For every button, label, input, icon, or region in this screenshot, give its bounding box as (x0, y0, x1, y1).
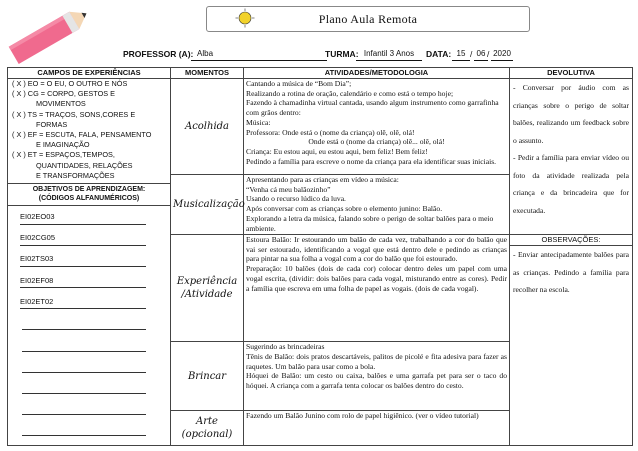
objetivo-code-field[interactable]: EI02EF08 (20, 276, 146, 289)
objetivo-code-field[interactable]: EI02TS03 (20, 254, 146, 267)
momento-brincar: Brincar (171, 342, 244, 411)
campo-line: ( X ) TS = TRAÇOS, SONS,CORES E (12, 109, 136, 119)
campo-line: ( X ) EO = O EU, O OUTRO E NÓS (12, 79, 128, 88)
data-year-field[interactable]: 2020 (491, 49, 513, 61)
col-header-devolutiva: DEVOLUTIVA (510, 68, 633, 79)
devolutiva-text-1: - Conversar por áudio com as crianças sobre o perigo de soltar balões, realizando um feedback sobre o assunto. (513, 83, 629, 145)
objetivo-blank-field[interactable] (22, 360, 146, 373)
page-title-box (206, 6, 530, 32)
devolutiva-text-2: - Pedir a família para enviar vídeo ou foto da atividade realizada pela criança e da brincadeira que for executada. (513, 153, 629, 215)
atividade-brincar: Sugerindo as brincadeiras Tênis de Balão: dois pratos descartáveis, palitos de picolé e fita adesiva para fazer as raquetes. Um balão para usar como a bola. Hóquei de Balão: um cesto ou caixa, balões e uma garrafa pet para ser o taco do hóquei. A criança com a garrafa tenta colocar os balões dentro do cesto. (244, 342, 510, 411)
data-label: DATA: (426, 49, 452, 59)
campo-line: ( X ) ET = ESPAÇOS,TEMPOS, (12, 150, 115, 160)
atividade-arte: Fazendo um Balão Junino com rolo de papel higiênico. (ver o vídeo tutorial) (244, 411, 510, 446)
observacoes-cell (510, 235, 633, 446)
header-fields: PROFESSOR (A): Alba TURMA: Infantil 3 Anos DATA: 15 / 06 / 2020 (0, 49, 638, 63)
atividade-experiencia: Estoura Balão: Ir estourando um balão de cada vez, trabalhando a cor do balão que vai ser estourado, identificando a vogal que está dentro dele e pedindo as crianças para pintar na sua folha a vogal com a cor do balão que foi estourado. Preparação: 10 balões (dois de cada cor) colocar dentro deles um papel com uma vogal escrita, (dividir: dois balões para cada vogal, misturando entre as cores). Pedir a família que escreva em uma folha de papel as vogais. (dois de cada vogal). (244, 235, 510, 342)
objetivo-code-field[interactable]: EI02EO03 (20, 212, 146, 225)
page-title: Plano Aula Remota (318, 11, 418, 26)
campo-line: ( X ) EF = ESCUTA, FALA, PENSAMENTO (12, 130, 152, 140)
momento-arte: Arte (opcional) (171, 411, 244, 446)
objetivo-blank-field[interactable] (22, 382, 146, 395)
col-header-campos: CAMPOS DE EXPERIÊNCIAS (8, 68, 171, 79)
data-month-field[interactable]: 06 (474, 49, 488, 61)
observacoes-label: OBSERVAÇÕES: (510, 235, 632, 246)
campos-list (10, 79, 168, 181)
campo-line: E TRANSFORMAÇÕES (36, 170, 115, 180)
codes-list (10, 206, 168, 436)
col-header-momentos: MOMENTOS (171, 68, 244, 79)
turma-field[interactable]: Infantil 3 Anos (356, 49, 422, 61)
objetivo-blank-field[interactable] (22, 424, 146, 437)
devolutiva-cell (510, 79, 633, 235)
plan-table (7, 67, 633, 446)
professor-label: PROFESSOR (A): (123, 49, 194, 59)
objetivos-title: OBJETIVOS DE APRENDIZAGEM: (CÓDIGOS ALFANUMÉRICOS) (8, 183, 170, 206)
campo-line: ( X ) CG = CORPO, GESTOS E (12, 89, 116, 99)
campos-cell (8, 79, 171, 446)
campo-line: MOVIMENTOS (36, 99, 86, 109)
momento-musicalizacao: Musicalização (171, 175, 244, 235)
turma-label: TURMA: (325, 49, 359, 59)
col-header-atividades: ATIVIDADES/METODOLOGIA (244, 68, 510, 79)
professor-field[interactable]: Alba (191, 49, 327, 61)
objetivo-code-field[interactable]: EI02CG05 (20, 233, 146, 246)
campo-line: E IMAGINAÇÃO (36, 140, 90, 150)
objetivo-blank-field[interactable] (22, 403, 146, 416)
objetivo-blank-field[interactable] (22, 339, 146, 352)
data-day-field[interactable]: 15 (452, 49, 470, 61)
observacoes-text: - Enviar antecipadamente balões para as crianças. Pedindo a família para recolher na escola. (513, 250, 629, 294)
momento-acolhida: Acolhida (171, 79, 244, 175)
objetivo-code-field[interactable]: EI02ET02 (20, 297, 146, 310)
campo-line: QUANTIDADES, RELAÇÕES (36, 160, 133, 170)
atividade-musicalizacao: Apresentando para as crianças em vídeo a música: “Venha cá meu balãozinho” Usando o recurso lúdico da luva. Após conversar com as crianças sobre o elemento junino: Balão. Explorando a letra da música, falando sobre o perigo de soltar balões para o meio ambiente. (244, 175, 510, 235)
atividade-acolhida: Cantando a música de “Bom Dia”; Realizando a rotina de oração, calendário e como está o tempo hoje; Fazendo à chamadinha virtual cantada, usando algum instrumento como garrafinha com grãos dentro: Música: Professora: Onde está o (nome da criança) olê, olê, olá! Onde está o (nome da criança) olê... olê, olá! Criança: Eu estou aqui, eu estou aqui, bem feliz! Bem feliz! Pedindo a família para escreve o nome da criança para ela identificar suas iniciais. (244, 79, 510, 175)
sun-icon (235, 8, 255, 28)
campo-line: FORMAS (36, 119, 68, 129)
momento-experiencia: Experiência /Atividade (171, 235, 244, 342)
objetivo-blank-field[interactable] (22, 318, 146, 331)
